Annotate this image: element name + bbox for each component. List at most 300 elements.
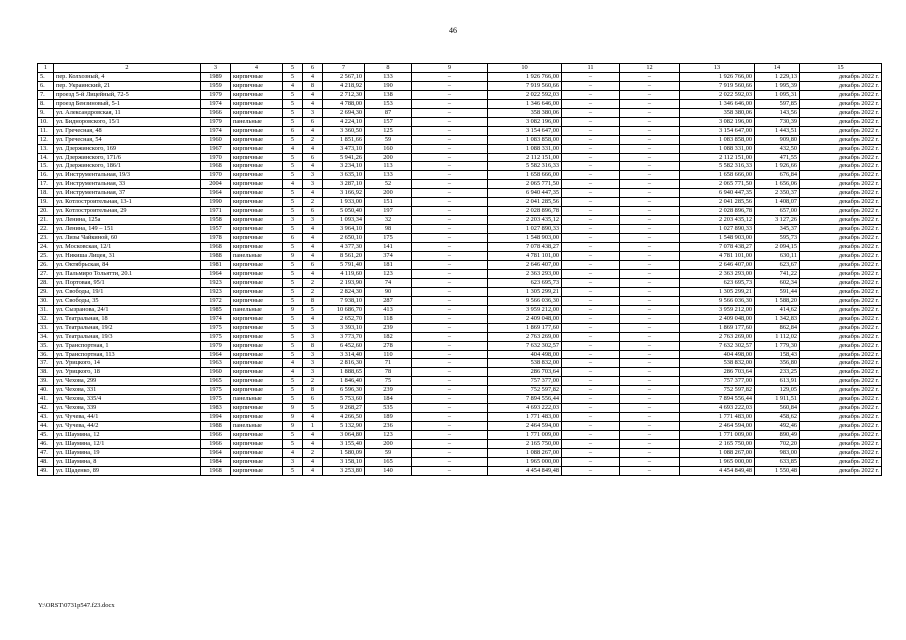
table-cell: 5 xyxy=(283,287,303,296)
table-cell: 39. xyxy=(38,377,54,386)
table-cell: 1 846,40 xyxy=(323,377,365,386)
table-cell: 8 561,20 xyxy=(323,252,365,261)
table-cell: 6 940 447,35 xyxy=(680,189,755,198)
table-cell: 3 166,92 xyxy=(323,189,365,198)
table-cell: 1 088 267,00 xyxy=(680,448,755,457)
table-cell: 1964 xyxy=(201,350,231,359)
table-cell: 11 xyxy=(562,64,620,73)
table-cell: 4 xyxy=(283,81,303,90)
table-cell: декабрь 2022 г. xyxy=(800,431,882,440)
table-cell: кирпичные xyxy=(231,278,283,287)
table-cell: – xyxy=(562,207,620,216)
table-cell: 1972 xyxy=(201,296,231,305)
table-cell: 1975 xyxy=(201,386,231,395)
table-cell: 1 027 890,33 xyxy=(680,225,755,234)
table-cell: 2 763 269,00 xyxy=(488,332,562,341)
table-cell: – xyxy=(620,368,680,377)
table-cell: – xyxy=(620,243,680,252)
table-cell: 8. xyxy=(38,99,54,108)
registry-table xyxy=(37,63,882,476)
table-cell: 1 083 858,00 xyxy=(680,135,755,144)
table-cell: – xyxy=(412,296,488,305)
table-cell: 1 305 299,21 xyxy=(680,287,755,296)
table-cell: 2 350,37 xyxy=(755,189,800,198)
table-cell: 9 xyxy=(283,422,303,431)
table-cell: 1 771 483,00 xyxy=(680,413,755,422)
table-cell: 5 xyxy=(303,305,323,314)
table-cell: 432,50 xyxy=(755,144,800,153)
table-cell: ул. Свободы, 35 xyxy=(54,296,201,305)
table-cell: 1959 xyxy=(201,81,231,90)
table-cell: 3 xyxy=(303,180,323,189)
table-cell: 78 xyxy=(365,368,412,377)
table-cell: 2 094,15 xyxy=(755,243,800,252)
table-cell: декабрь 2022 г. xyxy=(800,350,882,359)
table-cell: 3 xyxy=(303,332,323,341)
table-cell: декабрь 2022 г. xyxy=(800,108,882,117)
table-row xyxy=(38,243,882,252)
table-cell: ул. Инструментальная, 33 xyxy=(54,180,201,189)
table-cell: 1 965 000,00 xyxy=(680,457,755,466)
table-cell: 1983 xyxy=(201,404,231,413)
table-cell: 46. xyxy=(38,440,54,449)
table-cell: 11. xyxy=(38,126,54,135)
table-cell: декабрь 2022 г. xyxy=(800,278,882,287)
table-cell: – xyxy=(412,252,488,261)
table-cell: – xyxy=(412,234,488,243)
table-cell: 7 938,10 xyxy=(323,296,365,305)
table-cell: 184 xyxy=(365,395,412,404)
table-cell: кирпичные xyxy=(231,234,283,243)
table-cell: 1979 xyxy=(201,341,231,350)
table-cell: 2 464 594,00 xyxy=(488,422,562,431)
table-cell: декабрь 2022 г. xyxy=(800,117,882,126)
table-cell: 3 234,10 xyxy=(323,162,365,171)
table-cell: 1 027 890,33 xyxy=(488,225,562,234)
table-cell: 13 xyxy=(680,64,755,73)
table-cell: ул. Московская, 12/1 xyxy=(54,243,201,252)
table-cell: 595,73 xyxy=(755,234,800,243)
table-cell: – xyxy=(562,198,620,207)
table-cell: – xyxy=(412,466,488,475)
table-cell: 34. xyxy=(38,332,54,341)
table-cell: 1979 xyxy=(201,90,231,99)
table-cell: 1968 xyxy=(201,162,231,171)
table-cell: – xyxy=(412,207,488,216)
table-cell: 4 xyxy=(283,144,303,153)
table-cell: кирпичные xyxy=(231,323,283,332)
table-cell: 8 xyxy=(303,386,323,395)
table-cell: 2 409 048,00 xyxy=(680,314,755,323)
table-cell: 1 771 009,00 xyxy=(488,431,562,440)
table-cell: 6 xyxy=(303,260,323,269)
table-cell: 5 791,40 xyxy=(323,260,365,269)
table-cell: декабрь 2022 г. xyxy=(800,457,882,466)
table-cell: 1 088 331,00 xyxy=(488,144,562,153)
table-cell: 2 xyxy=(303,278,323,287)
table-cell: 138 xyxy=(365,90,412,99)
table-row xyxy=(38,377,882,386)
table-cell: ул. Театральная, 19/2 xyxy=(54,323,201,332)
table-cell: 7 894 556,44 xyxy=(680,395,755,404)
table-cell: 1 346 646,00 xyxy=(680,99,755,108)
table-cell: 4 xyxy=(303,72,323,81)
table-cell: ул. Урицкого, 18 xyxy=(54,368,201,377)
table-cell: – xyxy=(562,341,620,350)
table-cell: декабрь 2022 г. xyxy=(800,126,882,135)
table-cell: ул. Театральная, 18 xyxy=(54,314,201,323)
table-cell: ул. Инструментальная, 37 xyxy=(54,189,201,198)
table-cell: 18. xyxy=(38,189,54,198)
table-cell: 1 093,34 xyxy=(323,216,365,225)
table-cell: 44. xyxy=(38,422,54,431)
table-cell: декабрь 2022 г. xyxy=(800,448,882,457)
table-cell: – xyxy=(620,448,680,457)
table-cell: ул. Портовая, 95/1 xyxy=(54,278,201,287)
table-row xyxy=(38,314,882,323)
table-cell: 1960 xyxy=(201,368,231,377)
table-cell: 5 xyxy=(283,260,303,269)
table-row xyxy=(38,386,882,395)
table-cell: – xyxy=(620,189,680,198)
table-cell: – xyxy=(412,440,488,449)
table-cell: 3 xyxy=(303,359,323,368)
table-cell: – xyxy=(562,99,620,108)
table-cell: кирпичные xyxy=(231,440,283,449)
table-cell: 702,20 xyxy=(755,440,800,449)
table-cell: 7 632 302,57 xyxy=(680,341,755,350)
table-cell: 5 xyxy=(283,153,303,162)
table-cell: декабрь 2022 г. xyxy=(800,144,882,153)
table-cell: 5 xyxy=(283,207,303,216)
table-cell: – xyxy=(620,198,680,207)
table-cell: – xyxy=(562,189,620,198)
table-cell: 3 287,10 xyxy=(323,180,365,189)
table-row xyxy=(38,153,882,162)
table-cell: 3 314,40 xyxy=(323,350,365,359)
table-cell: 1 095,31 xyxy=(755,90,800,99)
table-row xyxy=(38,162,882,171)
table-cell: 15. xyxy=(38,162,54,171)
table-cell: 141 xyxy=(365,243,412,252)
table-cell: 1 548 903,00 xyxy=(488,234,562,243)
table-cell: кирпичные xyxy=(231,314,283,323)
table-cell: – xyxy=(412,323,488,332)
table-cell: 29. xyxy=(38,287,54,296)
table-cell: 1 771 483,00 xyxy=(488,413,562,422)
table-cell: 1 658 666,00 xyxy=(680,171,755,180)
table-cell: 239 xyxy=(365,323,412,332)
table-cell: 5 xyxy=(283,135,303,144)
table-cell: 278 xyxy=(365,341,412,350)
table-cell: кирпичные xyxy=(231,404,283,413)
table-cell: 2 646 407,00 xyxy=(488,260,562,269)
table-cell: 2 824,30 xyxy=(323,287,365,296)
table-cell: 25. xyxy=(38,252,54,261)
table-row xyxy=(38,431,882,440)
table-row xyxy=(38,99,882,108)
table-cell: 404 498,00 xyxy=(488,350,562,359)
table-cell: – xyxy=(620,305,680,314)
table-cell: ул. Сызранова, 24/1 xyxy=(54,305,201,314)
table-cell: 356,80 xyxy=(755,359,800,368)
table-cell: кирпичные xyxy=(231,153,283,162)
table-cell: ул. Щаденко, 89 xyxy=(54,466,201,475)
table-cell: 623 695,73 xyxy=(488,278,562,287)
table-cell: 181 xyxy=(365,260,412,269)
table-cell: 1 888,65 xyxy=(323,368,365,377)
table-cell: панельные xyxy=(231,305,283,314)
table-cell: – xyxy=(562,440,620,449)
table-cell: 623,67 xyxy=(755,260,800,269)
table-cell: 1964 xyxy=(201,448,231,457)
table-cell: декабрь 2022 г. xyxy=(800,386,882,395)
table-cell: панельные xyxy=(231,422,283,431)
table-cell: – xyxy=(412,278,488,287)
table-cell: 118 xyxy=(365,314,412,323)
table-cell: 31. xyxy=(38,305,54,314)
table-cell: кирпичные xyxy=(231,99,283,108)
table-cell: – xyxy=(562,457,620,466)
table-cell: кирпичные xyxy=(231,216,283,225)
table-cell: 3 082 196,00 xyxy=(680,117,755,126)
table-cell: 7 078 438,27 xyxy=(488,243,562,252)
table-cell: 5 xyxy=(283,440,303,449)
table-cell: 358 380,06 xyxy=(680,108,755,117)
table-cell: 35. xyxy=(38,341,54,350)
table-cell: 1960 xyxy=(201,135,231,144)
table-cell: декабрь 2022 г. xyxy=(800,135,882,144)
table-cell: – xyxy=(562,243,620,252)
table-cell: 4 266,50 xyxy=(323,413,365,422)
table-cell: 4 xyxy=(303,252,323,261)
table-cell: 4 xyxy=(303,90,323,99)
table-cell: 1 548 903,00 xyxy=(680,234,755,243)
table-cell: 1923 xyxy=(201,287,231,296)
table-cell: – xyxy=(620,135,680,144)
table-cell: 129,05 xyxy=(755,386,800,395)
table-cell: 52 xyxy=(365,180,412,189)
table-cell: 1958 xyxy=(201,216,231,225)
table-cell: 5 xyxy=(283,377,303,386)
table-cell: – xyxy=(412,314,488,323)
table-cell: 4 xyxy=(303,466,323,475)
table-row xyxy=(38,72,882,81)
table-cell: 2 xyxy=(303,377,323,386)
table-cell: 1963 xyxy=(201,359,231,368)
table-cell: кирпичные xyxy=(231,171,283,180)
table-cell: – xyxy=(562,72,620,81)
header-row xyxy=(38,64,882,73)
table-cell: – xyxy=(412,153,488,162)
table-cell: – xyxy=(562,332,620,341)
table-cell: декабрь 2022 г. xyxy=(800,422,882,431)
table-cell: кирпичные xyxy=(231,341,283,350)
table-cell: 1966 xyxy=(201,440,231,449)
table-cell: 1974 xyxy=(201,99,231,108)
table-cell: декабрь 2022 г. xyxy=(800,252,882,261)
table-cell: 133 xyxy=(365,171,412,180)
table-cell: 48. xyxy=(38,457,54,466)
table-cell: декабрь 2022 г. xyxy=(800,323,882,332)
table-cell: 5 582 316,33 xyxy=(680,162,755,171)
table-cell: декабрь 2022 г. xyxy=(800,466,882,475)
table-cell: 4 xyxy=(283,368,303,377)
table-cell: ул. Транспортная, 1 xyxy=(54,341,201,350)
table-cell: 45. xyxy=(38,431,54,440)
table-cell: 2004 xyxy=(201,180,231,189)
table-cell: 4 119,60 xyxy=(323,269,365,278)
table-cell: 200 xyxy=(365,189,412,198)
table-cell: – xyxy=(620,413,680,422)
table-cell: кирпичные xyxy=(231,198,283,207)
table-row xyxy=(38,350,882,359)
table-cell: – xyxy=(620,252,680,261)
table-cell: 6 xyxy=(283,126,303,135)
table-cell: 1988 xyxy=(201,422,231,431)
table-cell: 4 xyxy=(303,314,323,323)
table-cell: 32 xyxy=(365,216,412,225)
table-cell: кирпичные xyxy=(231,368,283,377)
table-cell: 5 xyxy=(303,404,323,413)
table-cell: 32. xyxy=(38,314,54,323)
table-cell: – xyxy=(562,404,620,413)
table-cell: – xyxy=(562,359,620,368)
table-cell: – xyxy=(412,368,488,377)
table-cell: 6 xyxy=(303,395,323,404)
table-cell: 1 869 177,60 xyxy=(488,323,562,332)
table-cell: ул. Шаумяна, 12/1 xyxy=(54,440,201,449)
table-cell: 9 xyxy=(283,305,303,314)
table-cell: 1 851,66 xyxy=(323,135,365,144)
table-cell: 40. xyxy=(38,386,54,395)
table-cell: 414,62 xyxy=(755,305,800,314)
table-cell: 1 926,66 xyxy=(755,162,800,171)
table-cell: – xyxy=(620,323,680,332)
table-cell: 1923 xyxy=(201,278,231,287)
table-cell: 374 xyxy=(365,252,412,261)
table-cell: 1975 xyxy=(201,323,231,332)
table-cell: – xyxy=(620,350,680,359)
table-cell: 6 xyxy=(303,64,323,73)
table-cell: – xyxy=(562,368,620,377)
table-cell: 2 363 293,00 xyxy=(680,269,755,278)
table-row xyxy=(38,466,882,475)
table-cell: 2 816,30 xyxy=(323,359,365,368)
table-cell: кирпичные xyxy=(231,332,283,341)
table-cell: 49. xyxy=(38,466,54,475)
table-cell: 4 xyxy=(303,269,323,278)
table-cell: пер. Колхозный, 4 xyxy=(54,72,201,81)
table-cell: 2 464 594,00 xyxy=(680,422,755,431)
table-cell: 33. xyxy=(38,323,54,332)
table-cell: 1968 xyxy=(201,243,231,252)
table-cell: – xyxy=(562,413,620,422)
table-cell: 535 xyxy=(365,404,412,413)
table-cell: 1990 xyxy=(201,198,231,207)
table-cell: 5 xyxy=(283,314,303,323)
table-cell: 3 964,10 xyxy=(323,225,365,234)
table-cell: 9 268,27 xyxy=(323,404,365,413)
table-cell: 1 342,83 xyxy=(755,314,800,323)
table-cell: 1 995,39 xyxy=(755,81,800,90)
table-cell: 10. xyxy=(38,117,54,126)
table-cell: 5 xyxy=(283,243,303,252)
table-cell: – xyxy=(562,171,620,180)
table-cell: 5 050,40 xyxy=(323,207,365,216)
table-cell: 4 788,00 xyxy=(323,99,365,108)
table-cell: 20. xyxy=(38,207,54,216)
table-cell: 757 377,00 xyxy=(488,377,562,386)
table-cell: 5 xyxy=(283,198,303,207)
table-row xyxy=(38,144,882,153)
table-row xyxy=(38,117,882,126)
table-cell: 2 xyxy=(303,287,323,296)
table-cell: 2 112 151,00 xyxy=(680,153,755,162)
table-cell: кирпичные xyxy=(231,296,283,305)
table-cell: кирпичные xyxy=(231,448,283,457)
table-cell: кирпичные xyxy=(231,162,283,171)
table-cell: 5 582 316,33 xyxy=(488,162,562,171)
table-cell: проезд 5-й Лицейный, 72-5 xyxy=(54,90,201,99)
table-cell: 909,80 xyxy=(755,135,800,144)
table-cell: 5 xyxy=(283,395,303,404)
table-cell: – xyxy=(412,431,488,440)
table-row xyxy=(38,440,882,449)
table-cell: 3 158,10 xyxy=(323,457,365,466)
table-cell: 3 154 647,00 xyxy=(680,126,755,135)
table-cell: 6 940 447,35 xyxy=(488,189,562,198)
table-cell: 5 xyxy=(283,323,303,332)
table-cell: 623 695,73 xyxy=(680,278,755,287)
table-cell: 4 xyxy=(303,126,323,135)
table-cell: 1978 xyxy=(201,234,231,243)
table-cell: 2 xyxy=(303,135,323,144)
table-cell: 36. xyxy=(38,350,54,359)
table-cell: 2 646 407,00 xyxy=(680,260,755,269)
table-cell: 4 xyxy=(283,359,303,368)
table-cell: 200 xyxy=(365,153,412,162)
table-cell: 133 xyxy=(365,72,412,81)
table-cell: 189 xyxy=(365,413,412,422)
table-cell: 676,84 xyxy=(755,171,800,180)
table-cell: – xyxy=(562,81,620,90)
table-cell: – xyxy=(562,126,620,135)
table-cell: – xyxy=(620,341,680,350)
table-cell: – xyxy=(412,332,488,341)
table-cell: кирпичные xyxy=(231,413,283,422)
table-cell: 9. xyxy=(38,108,54,117)
table-cell: 560,84 xyxy=(755,404,800,413)
table-cell: 1 911,51 xyxy=(755,395,800,404)
table-cell: декабрь 2022 г. xyxy=(800,332,882,341)
table-cell: 4 xyxy=(303,225,323,234)
table-cell: 5 xyxy=(283,171,303,180)
table-cell: 657,00 xyxy=(755,207,800,216)
table-cell: – xyxy=(620,81,680,90)
table-cell: 1989 xyxy=(201,72,231,81)
table-cell: 286 703,64 xyxy=(680,368,755,377)
table-cell: – xyxy=(412,108,488,117)
table-row xyxy=(38,269,882,278)
table-cell: 2 652,70 xyxy=(323,314,365,323)
table-cell: 3 082 196,00 xyxy=(488,117,562,126)
table-cell: 1988 xyxy=(201,252,231,261)
table-cell: декабрь 2022 г. xyxy=(800,296,882,305)
table-cell: 5 xyxy=(283,466,303,475)
table-cell: 5 xyxy=(283,225,303,234)
table-cell: 2 567,10 xyxy=(323,72,365,81)
